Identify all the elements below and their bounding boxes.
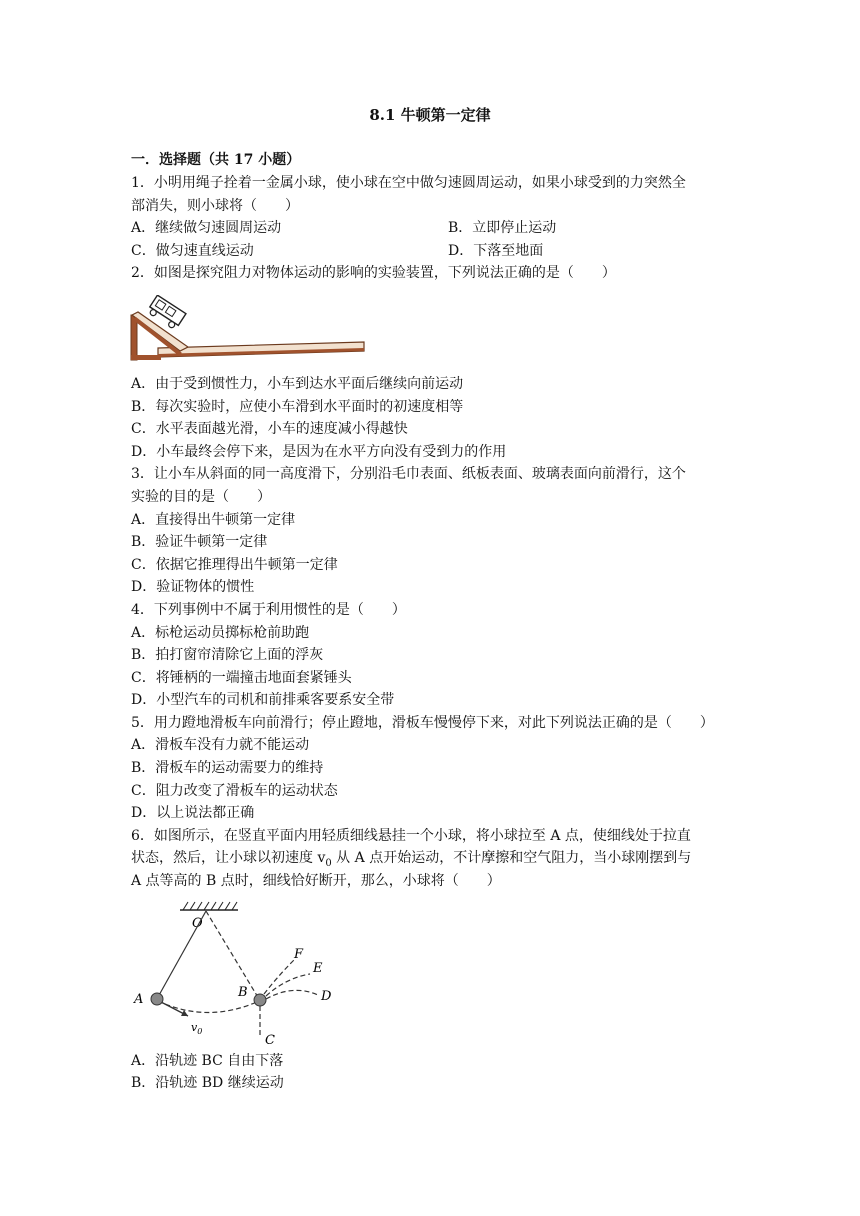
ceiling-hatch [180,902,238,910]
q1-option-d: D．下落至地面 [448,243,544,259]
q4-option-b: B．拍打窗帘清除它上面的浮灰 [131,647,324,663]
q4-stem: 4．下列事例中不属于利用惯性的是（ ） [131,602,406,618]
page-title: 8.1 牛顿第一定律 [369,106,491,124]
trajectory-f [264,960,294,994]
string-line [158,911,206,997]
q1-stem-line2: 部消失，则小球将（ ） [131,198,299,214]
label-a: A [134,992,144,1007]
q1-option-a: A．继续做匀速圆周运动 [131,220,282,236]
pendulum-figure [128,896,348,1048]
q6-stem-line1: 6．如图所示，在竖直平面内用轻质细线悬挂一个小球，将小球拉至 A 点，使细线处于拉直 [131,828,691,844]
q6-stem-subscript: 0 [325,857,332,869]
label-v: v [191,1021,198,1034]
trajectory-d [266,990,318,999]
q3-option-c: C．依据它推理得出牛顿第一定律 [131,557,338,573]
label-v0 [191,1021,202,1036]
swing-arc [158,1001,259,1013]
q2-option-b: B．每次实验时，应使小车滑到水平面时的初速度相等 [131,399,464,415]
trajectory-e [266,974,310,996]
q2-option-c: C．水平表面越光滑，小车的速度减小得越快 [131,421,408,437]
q5-option-d: D．以上说法都正确 [131,805,255,821]
q4-option-d: D．小型汽车的司机和前排乘客要系安全带 [131,692,395,708]
q2-stem: 2．如图是探究阻力对物体运动的影响的实验装置，下列说法正确的是（ ） [131,265,616,281]
q6-option-b: B．沿轨迹 BD 继续运动 [131,1075,284,1091]
q5-option-b: B．滑板车的运动需要力的维持 [131,760,324,776]
label-c: C [265,1033,275,1048]
q3-stem-line2: 实验的目的是（ ） [131,489,271,505]
q1-option-c: C．做匀速直线运动 [131,243,254,259]
label-o: O [192,916,203,931]
q3-stem-line1: 3．让小车从斜面的同一高度滑下，分别沿毛巾表面、纸板表面、玻璃表面向前滑行，这个 [131,466,686,482]
label-v-sub: 0 [197,1027,203,1036]
section-heading: 一．选择题（共 17 小题） [131,152,301,168]
q2-option-d: D．小车最终会停下来，是因为在水平方向没有受到力的作用 [131,444,507,460]
q6-stem-text-cont: 从 A 点开始运动，不计摩擦和空气阻力，当小球刚摆到与 [331,850,692,866]
q1-option-b: B．立即停止运动 [448,220,557,236]
q3-option-d: D．验证物体的惯性 [131,579,255,595]
q6-option-a: A．沿轨迹 BC 自由下落 [131,1053,284,1069]
q6-stem-text: 状态，然后，让小球以初速度 v [131,850,326,866]
q5-option-a: A．滑板车没有力就不能运动 [131,737,310,753]
incline-cart-figure [128,295,370,365]
q5-stem: 5．用力蹬地滑板车向前滑行；停止蹬地，滑板车慢慢停下来，对此下列说法正确的是（ ） [131,715,714,731]
ball-b-icon [254,994,266,1006]
q3-option-b: B．验证牛顿第一定律 [131,534,268,550]
label-f: F [294,947,304,962]
label-b: B [238,985,248,1000]
label-e: E [313,961,323,976]
dashed-string [206,911,259,999]
ball-a-icon [151,993,163,1005]
q1-stem-line1: 1．小明用绳子拴着一金属小球，使小球在空中做匀速圆周运动，如果小球受到的力突然全 [131,175,686,191]
q2-option-a: A．由于受到惯性力，小车到达水平面后继续向前运动 [131,376,464,392]
q5-option-c: C．阻力改变了滑板车的运动状态 [131,783,338,799]
horizontal-board [158,342,364,357]
label-d: D [321,989,332,1004]
q6-stem-line3: A 点等高的 B 点时，细线恰好断开，那么，小球将（ ） [131,873,501,889]
base-block [131,355,161,360]
q4-option-a: A．标枪运动员掷标枪前助跑 [131,625,310,641]
q6-stem-line2 [131,848,691,874]
q3-option-a: A．直接得出牛顿第一定律 [131,512,296,528]
q4-option-c: C．将锤柄的一端撞击地面套紧锤头 [131,670,352,686]
